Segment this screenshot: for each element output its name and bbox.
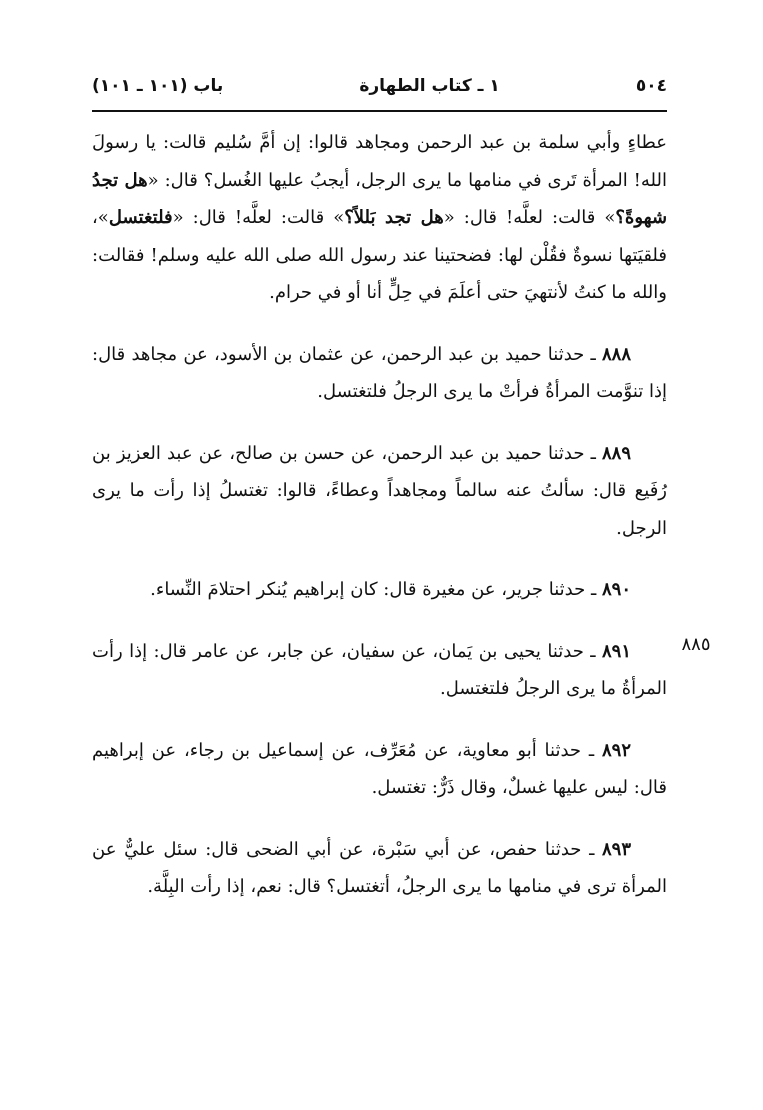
hadith-text: ـ حدثنا أبو معاوية، عن مُعَرِّف، عن إسماعيل بن رجاء، عن إبراهيم قال: ليس عليها غسلٌ، وقال ذَرٌّ: تغتسل.	[92, 739, 667, 798]
hadith-text: ـ حدثنا حميد بن عبد الرحمن، عن عثمان بن الأسود، عن مجاهد قال: إذا تنوَّمت المرأةُ فرأتْ ما يرى الرجلُ فلتغتسل.	[92, 343, 667, 402]
hadith-text: ـ حدثنا يحيى بن يَمان، عن سفيان، عن جابر، عن عامر قال: إذا رأت المرأةُ ما يرى الرجلُ فلتغتسل.	[92, 640, 667, 699]
hadith-number: ٨٨٩	[601, 442, 631, 464]
header-divider	[92, 110, 667, 112]
margin-hadith-number: ٨٨٥	[681, 634, 711, 655]
hadith-text: ـ حدثنا حميد بن عبد الرحمن، عن حسن بن صالح، عن عبد العزيز بن رُفَيع قال: سألتُ عنه سالماً ومجاهداً وعطاءً، قالوا: تغتسلُ إذا رأت ما يرى الرجل.	[92, 442, 667, 539]
hadith-number: ٨٩٢	[601, 739, 631, 761]
quoted-phrase: هل تجد بَللاً؟	[344, 207, 444, 228]
quoted-phrase: فلتغتسل	[108, 207, 173, 228]
hadith-paragraph	[92, 336, 667, 411]
chapter-reference: باب (١٠١ ـ ١٠١)	[92, 76, 224, 96]
page-number: ٥٠٤	[635, 76, 667, 96]
hadith-number: ٨٩١	[601, 640, 631, 662]
hadith-number: ٨٨٨	[601, 343, 631, 365]
hadith-text: ـ حدثنا حفص، عن أبي سَبْرة، عن أبي الضحى قال: سئل عليٌّ عن المرأة ترى في منامها ما يرى الرجلُ، أتغتسل؟ قال: نعم، إذا رأت البِلَّة.	[92, 838, 667, 897]
hadith-number: ٨٩٣	[601, 838, 631, 860]
hadith-paragraph	[92, 732, 667, 807]
paragraph-continuation: عطاءٍ وأبي سلمة بن عبد الرحمن ومجاهد قالوا: إن أمَّ سُليم قالت: يا رسولَ الله! المرأة تَرى في منامها ما يرى الرجل، أيجبُ عليها الغُسل؟ قال: «هل تجدُ شهوةً؟» قالت: لعلَّه! قال: «هل تجد بَللاً؟» قالت: لعلَّه! قال: «فلتغتسل»، فلقيَتها نسوةٌ فقُلْن لها: فضحتينا عند رسول الله صلى الله عليه وسلم! فقالت: والله ما كنتُ لأنتهيَ حتى أعلَمَ في حِلٍّ أنا أو في حرام.	[92, 132, 668, 303]
hadith-paragraph	[92, 831, 667, 906]
book-title: ١ ـ كتاب الطهارة	[359, 76, 500, 96]
quoted-phrase: هل تجدُ شهوةً؟	[92, 169, 668, 228]
hadith-number: ٨٩٠	[601, 579, 631, 600]
hadith-text: ـ حدثنا جرير، عن مغيرة قال: كان إبراهيم يُنكر احتلامَ النِّساء.	[150, 579, 602, 600]
hadith-paragraph	[92, 571, 667, 609]
hadith-paragraph	[92, 435, 667, 548]
page-header	[92, 68, 667, 104]
page-body	[92, 124, 667, 930]
hadith-paragraph	[92, 633, 667, 708]
